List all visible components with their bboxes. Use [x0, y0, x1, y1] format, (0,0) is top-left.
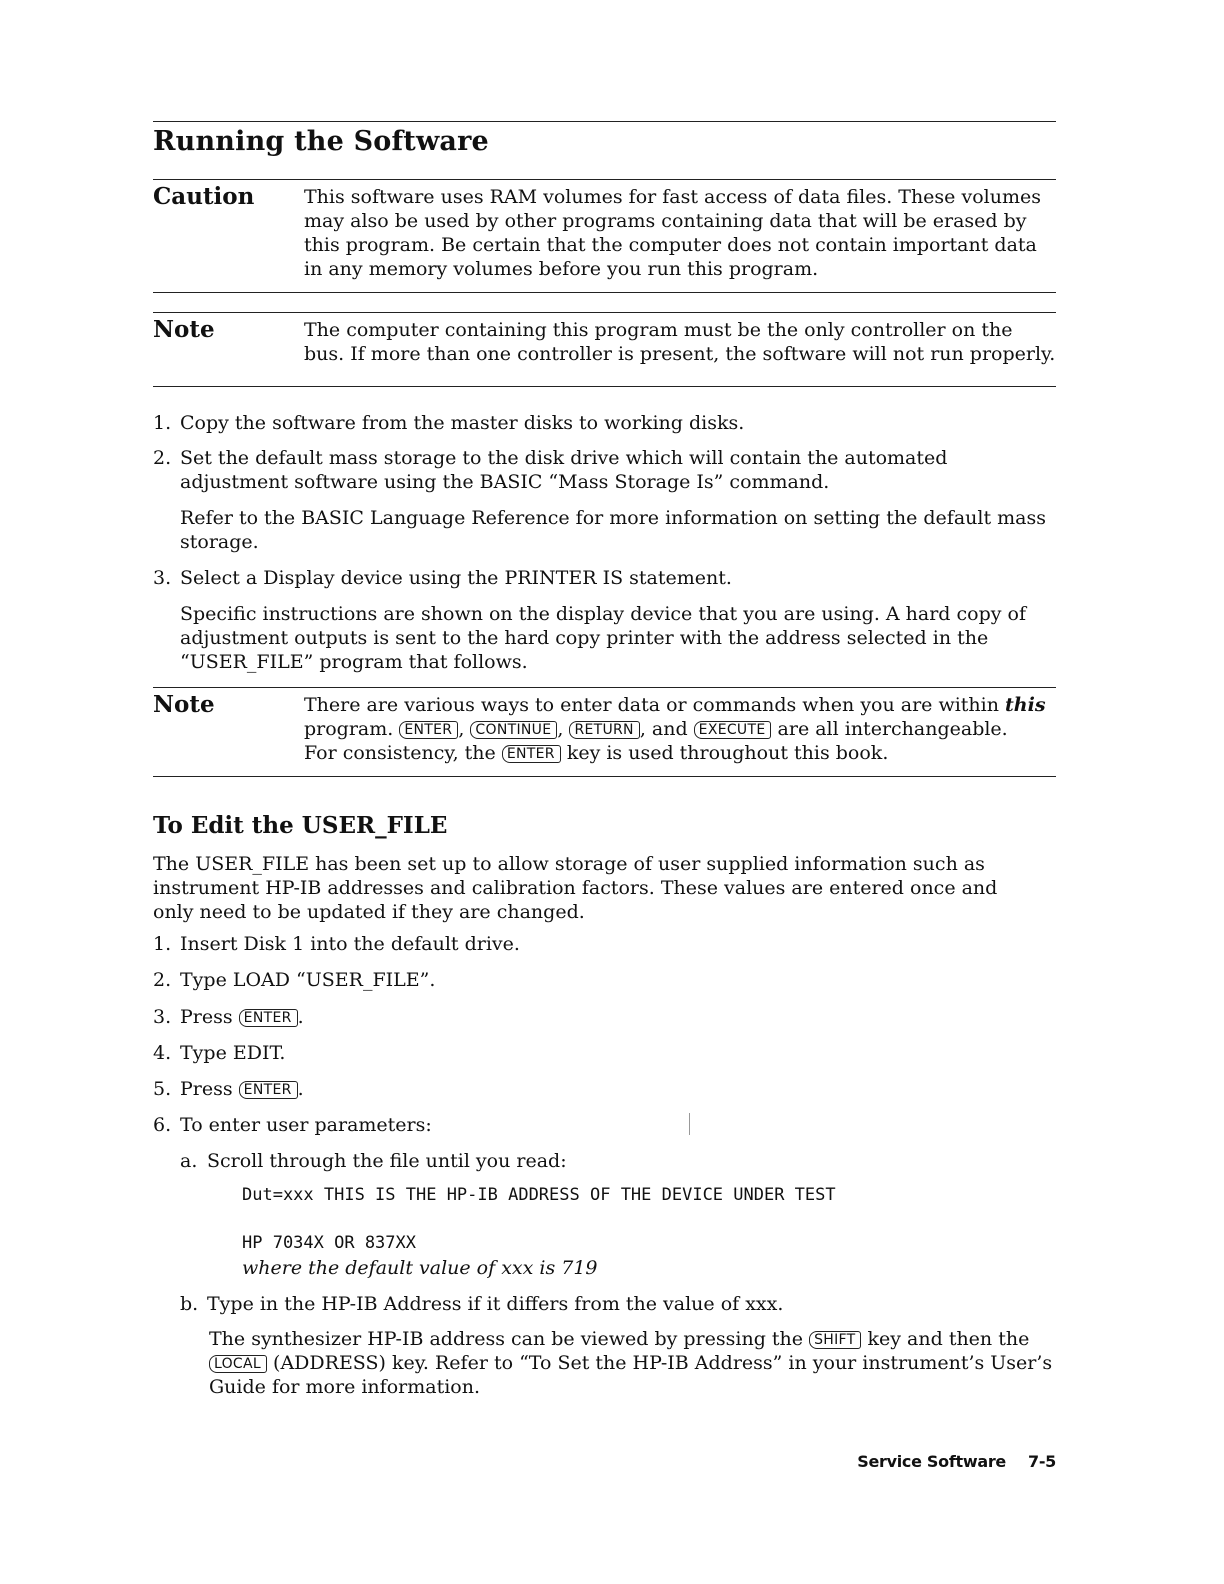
- enter-key: ENTER: [239, 1009, 298, 1027]
- note1-text: The computer containing this program must be the only controller on the bus. If more than one controller is present, the software will not run properly.: [304, 319, 1056, 365]
- enter-key: ENTER: [239, 1081, 298, 1099]
- caution-top-rule: [153, 179, 1056, 180]
- step-number: 2.: [153, 969, 172, 991]
- shift-key: SHIFT: [809, 1331, 861, 1349]
- substep-b-detail: The synthesizer HP-IB address can be viewed by pressing the SHIFT key and then the LOCAL (ADDRESS) key. Refer to “To Set the HP-IB Address” in your instrument’s User’s Guide for more information.: [209, 1328, 1053, 1398]
- code-line: Dut=xxx THIS IS THE HP-IB ADDRESS OF THE DEVICE UNDER TEST: [242, 1185, 836, 1205]
- step-number: 2.: [153, 447, 172, 469]
- return-key: RETURN: [569, 721, 639, 739]
- enter-key: ENTER: [399, 721, 458, 739]
- stray-mark: [689, 1113, 690, 1135]
- step-text: Type LOAD “USER_FILE”.: [180, 969, 436, 991]
- note2-label: Note: [153, 691, 215, 718]
- substep-label: b.: [180, 1293, 199, 1315]
- subsection-title: To Edit the USER_FILE: [153, 812, 448, 839]
- step-number: 3.: [153, 567, 172, 589]
- intro-paragraph: The USER_FILE has been set up to allow storage of user supplied information such as instrument HP-IB addresses and calibration factors. These values are entered once and only need to be updated if they are changed.: [153, 853, 998, 923]
- substep-label: a.: [180, 1150, 198, 1172]
- step-number: 1.: [153, 933, 172, 955]
- step-number: 5.: [153, 1078, 172, 1100]
- step-text: Set the default mass storage to the disk drive which will contain the automated adjustment software using the BASIC “Mass Storage Is” command.: [180, 447, 948, 493]
- note2-top-rule: [153, 687, 1056, 688]
- step-text: To enter user parameters:: [180, 1114, 432, 1136]
- continue-key: CONTINUE: [470, 721, 557, 739]
- step-number: 6.: [153, 1114, 172, 1136]
- top-rule: [153, 121, 1056, 122]
- step-text: Insert Disk 1 into the default drive.: [180, 933, 520, 955]
- step-number: 1.: [153, 412, 172, 434]
- substep-text: Scroll through the file until you read:: [207, 1150, 567, 1172]
- emphasis: this: [1005, 694, 1046, 716]
- note1-bottom-rule: [153, 386, 1056, 387]
- footer-title: Service Software: [857, 1452, 1006, 1471]
- step-detail: Refer to the BASIC Language Reference for more information on setting the default mass storage.: [180, 507, 1046, 553]
- substep-text: Type in the HP-IB Address if it differs from the value of xxx.: [207, 1293, 784, 1315]
- step-text: Type EDIT.: [180, 1042, 286, 1064]
- page-number: 7-5: [1027, 1452, 1056, 1471]
- step-number: 3.: [153, 1006, 172, 1028]
- step-text: Select a Display device using the PRINTER IS statement.: [180, 567, 732, 589]
- caution-label: Caution: [153, 183, 255, 210]
- section-title: Running the Software: [153, 126, 489, 157]
- step-number: 4.: [153, 1042, 172, 1064]
- caution-text: This software uses RAM volumes for fast access of data files. These volumes may also be used by other programs containing data that will be erased by this program. Be certain that the computer does not contain important data in any memory volumes before you run this program.: [304, 186, 1041, 280]
- note2-bottom-rule: [153, 776, 1056, 777]
- step-text: Press ENTER .: [180, 1078, 304, 1100]
- code-line: HP 7034X OR 837XX: [242, 1233, 416, 1253]
- note2-line2: program. ENTER , CONTINUE , RETURN , and EXECUTE are all interchangeable.: [304, 718, 1008, 740]
- note1-label: Note: [153, 316, 215, 343]
- step-detail: Specific instructions are shown on the display device that you are using. A hard copy of adjustment outputs is sent to the hard copy printer with the address selected in the “USER_FILE” program that follows.: [180, 603, 1026, 673]
- code-note: where the default value of xxx is 719: [242, 1257, 598, 1279]
- caution-bottom-rule: [153, 292, 1056, 293]
- note2-text: [304, 693, 1056, 765]
- page-footer: [857, 1452, 1056, 1471]
- execute-key: EXECUTE: [694, 721, 772, 739]
- note1-top-rule: [153, 312, 1056, 313]
- enter-key: ENTER: [502, 745, 561, 763]
- local-key: LOCAL: [209, 1355, 267, 1373]
- step-text: Press ENTER .: [180, 1006, 304, 1028]
- note2-line1: There are various ways to enter data or commands when you are within this: [304, 694, 1046, 716]
- step-text: Copy the software from the master disks to working disks.: [180, 412, 745, 434]
- note2-line3: For consistency, the ENTER key is used throughout this book.: [304, 742, 889, 764]
